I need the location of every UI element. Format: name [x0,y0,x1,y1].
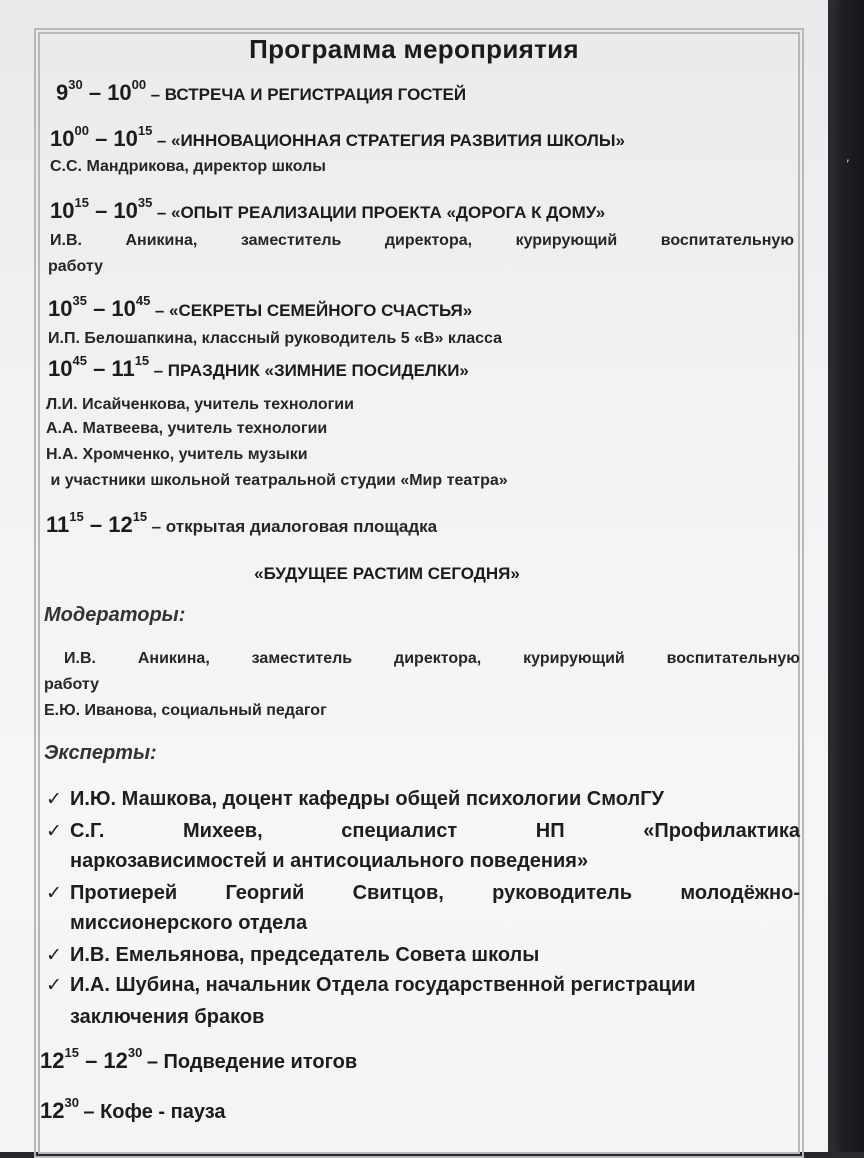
dialog-title: «БУДУЩЕЕ РАСТИМ СЕГОДНЯ» [254,564,520,583]
schedule-item-6 [46,509,438,538]
expert-3-line-1: Протиерей Георгий Свитцов, руководитель молодёжно- [70,882,800,904]
expert-5-line-2: заключения браков [70,1006,265,1028]
item-person: А.А. Матвеева, учитель технологии [46,420,328,437]
schedule-item-4 [48,293,473,322]
time-range: $11^{15} - 12^{15}$ [46,509,148,537]
check-icon: ✓ [46,820,62,842]
check-icon: ✓ [46,788,62,810]
check-icon: ✓ [46,974,62,996]
experts-heading: Эксперты: [44,742,157,764]
expert-5: ✓ И.А. Шубина, начальник Отдела государственной регистрации [46,974,696,996]
check-icon: ✓ [46,944,62,966]
item-title: – открытая диалоговая площадка [151,517,438,536]
time-range: $10^{15} - 10^{35}$ [50,195,153,223]
schedule-item-8 [40,1095,226,1124]
item-person: Л.И. Исайченкова, учитель технологии [46,396,354,413]
item-title: – Кофе - пауза [83,1101,226,1123]
item-title: – ПРАЗДНИК «ЗИМНИЕ ПОСИДЕЛКИ» [153,361,469,380]
time-range: $10^{35} - 10^{45}$ [48,293,151,321]
time-range: $9^{30} - 10^{00}$ [56,77,147,105]
schedule-item-5 [48,353,469,382]
moderator-1: И.В. Аникина, заместитель директора, курирующий воспитательную [64,650,800,667]
moderator-1-continuation: работу [44,676,100,693]
item-title: – Подведение итогов [146,1051,358,1073]
expert-3-line-2: миссионерского отдела [70,912,308,934]
moderator-2: Е.Ю. Иванова, социальный педагог [44,702,327,719]
schedule-item-1 [56,77,467,106]
schedule-item-7 [40,1045,358,1074]
expert-2 [46,820,70,843]
item-person: С.С. Мандрикова, директор школы [50,158,326,175]
page-title: Программа мероприятия [249,34,579,64]
item-title: – ВСТРЕЧА И РЕГИСТРАЦИЯ ГОСТЕЙ [150,85,467,104]
expert-2-line-2: наркозависимостей и антисоциального поведения» [70,850,589,872]
time-range: $12^{15} - 12^{30}$ [40,1045,143,1073]
time-range: $10^{45} - 11^{15}$ [48,353,150,381]
item-person: Н.А. Хромченко, учитель музыки [46,446,308,463]
item-title: – «ИННОВАЦИОННАЯ СТРАТЕГИЯ РАЗВИТИЯ ШКОЛЫ» [156,131,625,150]
expert-2-line-1: С.Г. Михеев, специалист НП «Профилактика [70,820,800,842]
item-title: – «ОПЫТ РЕАЛИЗАЦИИ ПРОЕКТА «ДОРОГА К ДОМУ» [156,203,606,222]
desk-background: , [826,0,864,1152]
expert-1: ✓ И.Ю. Машкова, доцент кафедры общей психологии СмолГУ [46,788,664,810]
moderators-heading: Модераторы: [44,604,186,626]
time-range: $12^{30}$ [40,1095,79,1123]
item-person: и участники школьной театральной студии «Мир театра» [46,472,508,489]
expert-4: ✓ И.В. Емельянова, председатель Совета школы [46,944,540,966]
schedule-item-2 [50,123,625,152]
item-person: И.П. Белошапкина, классный руководитель 5 «В» класса [48,330,503,347]
check-icon: ✓ [46,882,62,904]
schedule-item-3 [50,195,606,224]
expert-3 [46,882,70,905]
item-person: работу [48,258,104,275]
time-range: $10^{00} - 10^{15}$ [50,123,153,151]
item-title: – «СЕКРЕТЫ СЕМЕЙНОГО СЧАСТЬЯ» [154,301,473,320]
item-person-justified: И.В. Аникина, заместитель директора, курирующий воспитательную [50,232,794,249]
